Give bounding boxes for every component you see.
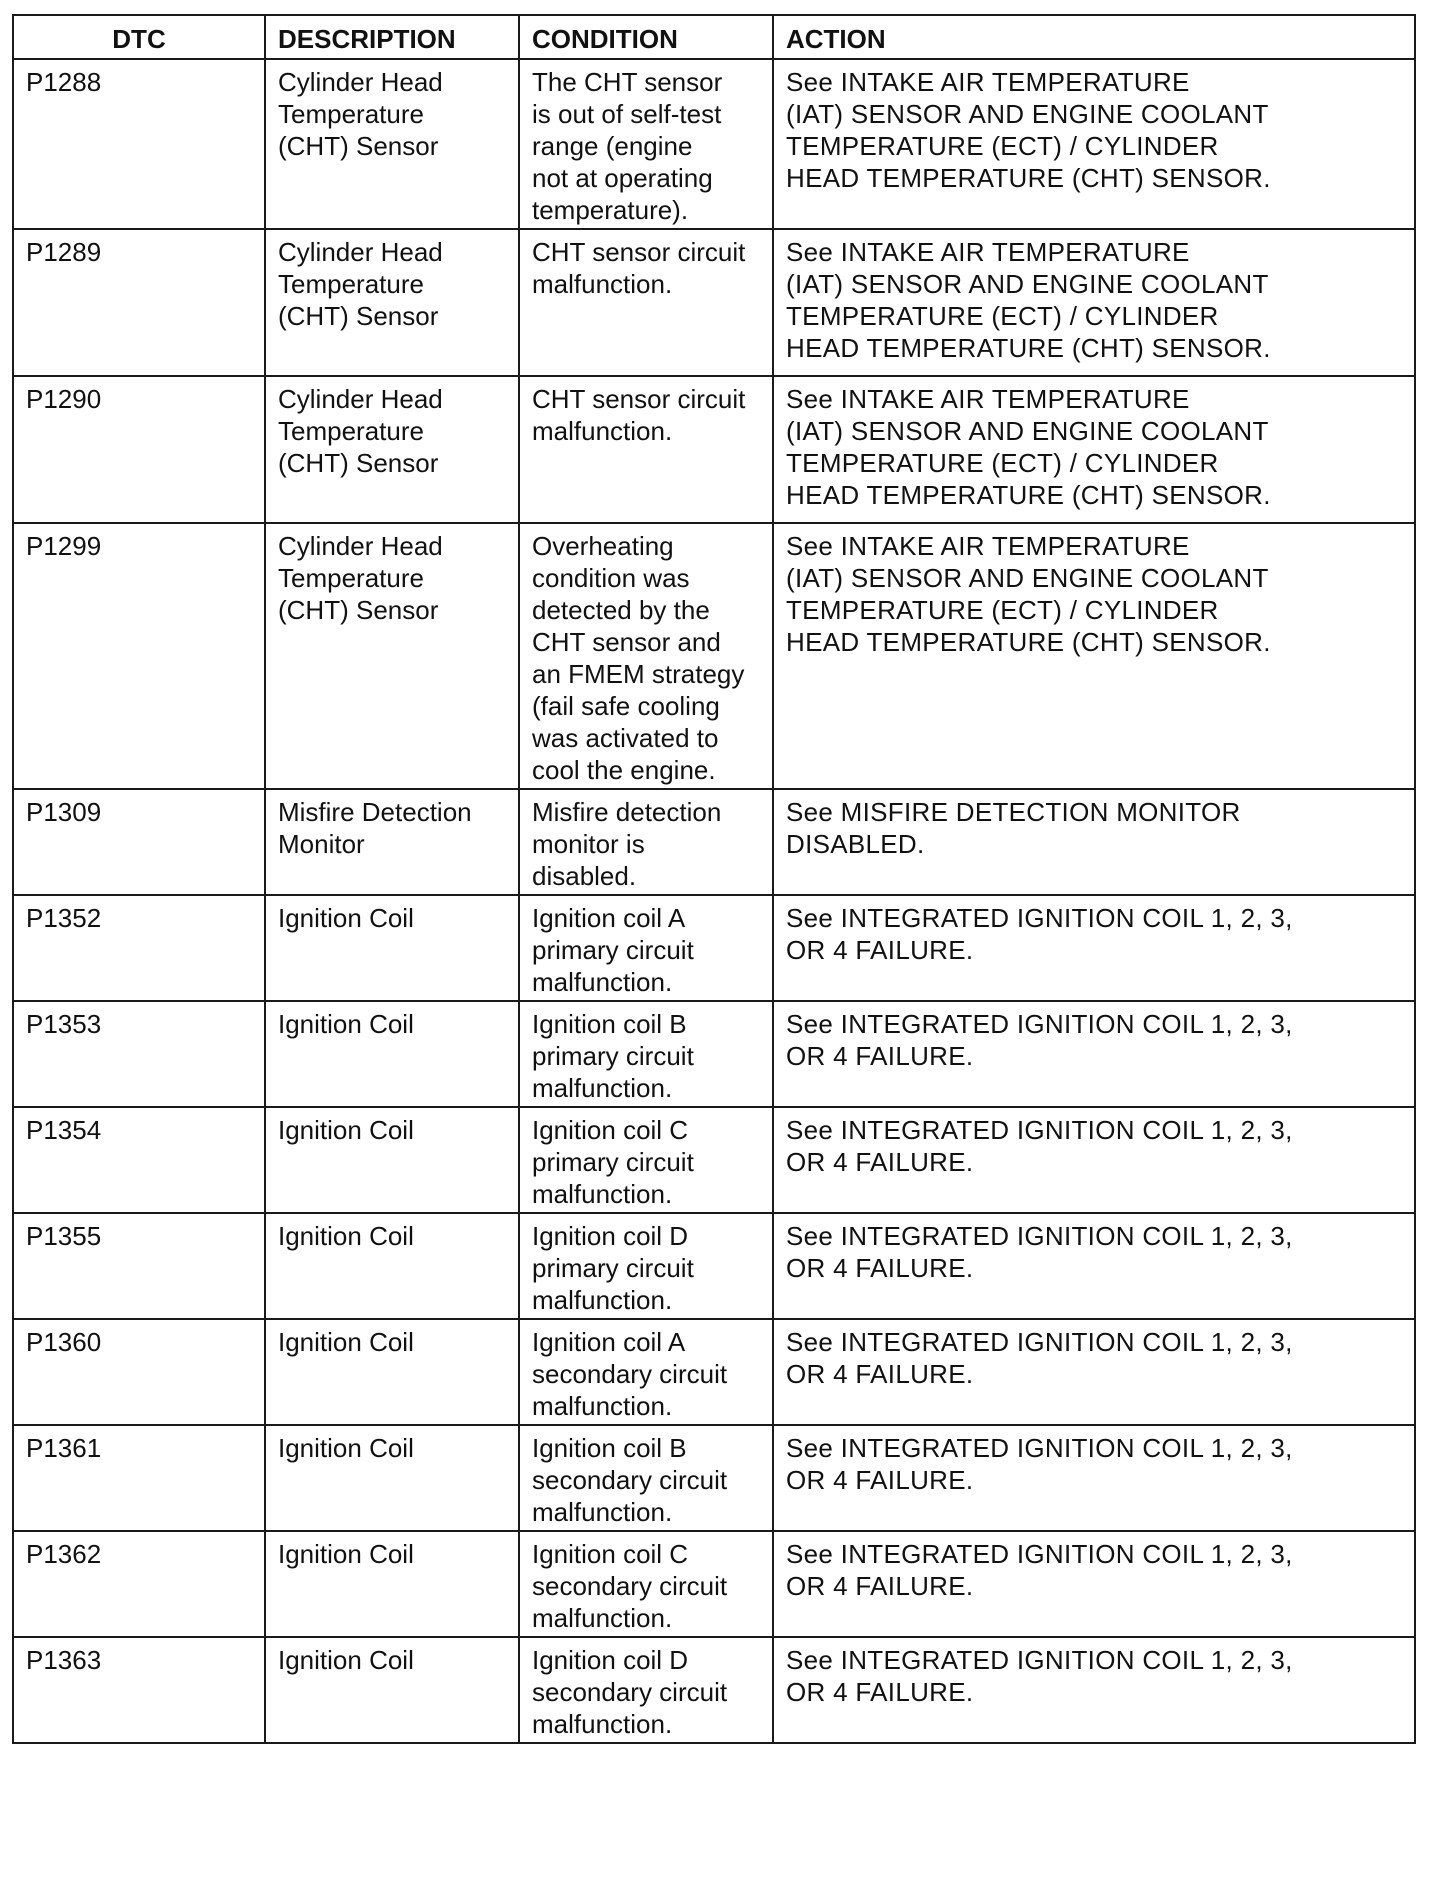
- cell-dtc-text: P1290: [26, 384, 102, 414]
- cell-action-text: See INTAKE AIR TEMPERATURE (IAT) SENSOR AND ENGINE COOLANT TEMPERATURE (ECT) / CYLINDER HEAD TEMPERATURE (CHT) SENSOR.: [786, 237, 1271, 363]
- cell-description-text: Ignition Coil: [278, 1327, 414, 1357]
- cell-description: [265, 1637, 519, 1743]
- table-row: [13, 1213, 1415, 1319]
- cell-action-text: See INTEGRATED IGNITION COIL 1, 2, 3, OR 4 FAILURE.: [786, 1221, 1293, 1283]
- cell-description: [265, 895, 519, 1001]
- cell-description-text: Ignition Coil: [278, 1009, 414, 1039]
- cell-condition-text: CHT sensor circuit malfunction.: [532, 384, 746, 446]
- cell-action: [773, 1425, 1415, 1531]
- cell-dtc: [13, 229, 265, 376]
- cell-condition: [519, 1001, 773, 1107]
- cell-description-text: Cylinder Head Temperature (CHT) Sensor: [278, 384, 443, 478]
- header-condition: CONDITION: [519, 15, 773, 59]
- cell-dtc-text: P1354: [26, 1115, 102, 1145]
- table-row: [13, 59, 1415, 229]
- cell-condition: [519, 789, 773, 895]
- header-action: ACTION: [773, 15, 1415, 59]
- cell-dtc: [13, 895, 265, 1001]
- table-row: [13, 376, 1415, 523]
- cell-condition: [519, 1107, 773, 1213]
- cell-dtc: [13, 523, 265, 789]
- cell-condition-text: Overheating condition was detected by the CHT sensor and an FMEM strategy (fail safe cooling was activated to cool the engine.: [532, 531, 745, 785]
- cell-dtc-text: P1352: [26, 903, 102, 933]
- cell-dtc: [13, 1531, 265, 1637]
- table-row: [13, 1531, 1415, 1637]
- cell-description: [265, 1531, 519, 1637]
- cell-condition-text: CHT sensor circuit malfunction.: [532, 237, 746, 299]
- cell-action: [773, 376, 1415, 523]
- cell-condition: [519, 376, 773, 523]
- cell-condition: [519, 229, 773, 376]
- cell-dtc-text: P1360: [26, 1327, 102, 1357]
- cell-dtc: [13, 1637, 265, 1743]
- table-header-row: [13, 15, 1415, 59]
- cell-condition-text: Ignition coil A primary circuit malfunction.: [532, 903, 694, 997]
- cell-action-text: See INTEGRATED IGNITION COIL 1, 2, 3, OR 4 FAILURE.: [786, 1539, 1293, 1601]
- cell-description-text: Misfire Detection Monitor: [278, 797, 472, 859]
- cell-description-text: Ignition Coil: [278, 1539, 414, 1569]
- table-row: [13, 1001, 1415, 1107]
- table-body: [13, 59, 1415, 1743]
- cell-condition: [519, 895, 773, 1001]
- cell-description: [265, 1107, 519, 1213]
- cell-action: [773, 229, 1415, 376]
- cell-condition: [519, 1637, 773, 1743]
- cell-description: [265, 1319, 519, 1425]
- table-row: [13, 1425, 1415, 1531]
- table-row: [13, 1319, 1415, 1425]
- cell-condition-text: Misfire detection monitor is disabled.: [532, 797, 722, 891]
- cell-dtc-text: P1299: [26, 531, 102, 561]
- cell-action-text: See MISFIRE DETECTION MONITOR DISABLED.: [786, 797, 1241, 859]
- cell-description: [265, 376, 519, 523]
- table-row: [13, 1637, 1415, 1743]
- table-row: [13, 789, 1415, 895]
- header-description: DESCRIPTION: [265, 15, 519, 59]
- cell-dtc: [13, 1001, 265, 1107]
- cell-action: [773, 895, 1415, 1001]
- cell-condition: [519, 1213, 773, 1319]
- cell-dtc-text: P1289: [26, 237, 102, 267]
- header-dtc: DTC: [13, 15, 265, 59]
- cell-dtc: [13, 59, 265, 229]
- cell-condition: [519, 523, 773, 789]
- cell-action: [773, 59, 1415, 229]
- cell-dtc-text: P1362: [26, 1539, 102, 1569]
- cell-condition: [519, 59, 773, 229]
- table-row: [13, 1107, 1415, 1213]
- cell-description-text: Ignition Coil: [278, 1433, 414, 1463]
- cell-dtc-text: P1353: [26, 1009, 102, 1039]
- cell-dtc: [13, 1425, 265, 1531]
- cell-action-text: See INTAKE AIR TEMPERATURE (IAT) SENSOR AND ENGINE COOLANT TEMPERATURE (ECT) / CYLINDER HEAD TEMPERATURE (CHT) SENSOR.: [786, 384, 1271, 510]
- cell-condition: [519, 1319, 773, 1425]
- cell-condition-text: Ignition coil C secondary circuit malfunction.: [532, 1539, 728, 1633]
- cell-description-text: Cylinder Head Temperature (CHT) Sensor: [278, 531, 443, 625]
- cell-action: [773, 1107, 1415, 1213]
- table-row: [13, 523, 1415, 789]
- cell-action: [773, 1213, 1415, 1319]
- cell-condition-text: Ignition coil B primary circuit malfunction.: [532, 1009, 694, 1103]
- cell-condition-text: Ignition coil D primary circuit malfunction.: [532, 1221, 694, 1315]
- cell-description: [265, 789, 519, 895]
- cell-description-text: Cylinder Head Temperature (CHT) Sensor: [278, 237, 443, 331]
- cell-condition-text: Ignition coil D secondary circuit malfunction.: [532, 1645, 728, 1739]
- cell-dtc: [13, 1319, 265, 1425]
- cell-dtc-text: P1361: [26, 1433, 102, 1463]
- cell-dtc: [13, 376, 265, 523]
- cell-condition-text: The CHT sensor is out of self-test range (engine not at operating temperature).: [532, 67, 723, 225]
- cell-description: [265, 59, 519, 229]
- cell-condition-text: Ignition coil A secondary circuit malfunction.: [532, 1327, 728, 1421]
- cell-action-text: See INTEGRATED IGNITION COIL 1, 2, 3, OR 4 FAILURE.: [786, 1327, 1293, 1389]
- cell-action-text: See INTEGRATED IGNITION COIL 1, 2, 3, OR 4 FAILURE.: [786, 1115, 1293, 1177]
- cell-action: [773, 789, 1415, 895]
- cell-action: [773, 523, 1415, 789]
- cell-description-text: Ignition Coil: [278, 1645, 414, 1675]
- cell-description: [265, 1001, 519, 1107]
- cell-dtc: [13, 789, 265, 895]
- cell-description: [265, 1213, 519, 1319]
- cell-condition-text: Ignition coil C primary circuit malfunction.: [532, 1115, 694, 1209]
- cell-dtc-text: P1288: [26, 67, 102, 97]
- cell-description-text: Ignition Coil: [278, 1115, 414, 1145]
- cell-description-text: Ignition Coil: [278, 903, 414, 933]
- cell-description-text: Cylinder Head Temperature (CHT) Sensor: [278, 67, 443, 161]
- table-row: [13, 895, 1415, 1001]
- cell-action-text: See INTEGRATED IGNITION COIL 1, 2, 3, OR 4 FAILURE.: [786, 1645, 1293, 1707]
- cell-dtc-text: P1309: [26, 797, 102, 827]
- cell-action-text: See INTEGRATED IGNITION COIL 1, 2, 3, OR 4 FAILURE.: [786, 903, 1293, 965]
- cell-condition: [519, 1425, 773, 1531]
- cell-dtc: [13, 1107, 265, 1213]
- cell-description: [265, 1425, 519, 1531]
- cell-condition: [519, 1531, 773, 1637]
- cell-condition-text: Ignition coil B secondary circuit malfunction.: [532, 1433, 728, 1527]
- cell-action: [773, 1319, 1415, 1425]
- cell-description: [265, 523, 519, 789]
- cell-action: [773, 1637, 1415, 1743]
- cell-action: [773, 1531, 1415, 1637]
- cell-description-text: Ignition Coil: [278, 1221, 414, 1251]
- cell-dtc-text: P1363: [26, 1645, 102, 1675]
- cell-dtc-text: P1355: [26, 1221, 102, 1251]
- cell-action-text: See INTEGRATED IGNITION COIL 1, 2, 3, OR 4 FAILURE.: [786, 1009, 1293, 1071]
- cell-action-text: See INTAKE AIR TEMPERATURE (IAT) SENSOR AND ENGINE COOLANT TEMPERATURE (ECT) / CYLINDER HEAD TEMPERATURE (CHT) SENSOR.: [786, 67, 1271, 193]
- cell-action-text: See INTEGRATED IGNITION COIL 1, 2, 3, OR 4 FAILURE.: [786, 1433, 1293, 1495]
- table-row: [13, 229, 1415, 376]
- cell-action-text: See INTAKE AIR TEMPERATURE (IAT) SENSOR AND ENGINE COOLANT TEMPERATURE (ECT) / CYLINDER HEAD TEMPERATURE (CHT) SENSOR.: [786, 531, 1271, 657]
- dtc-table: [12, 14, 1416, 1744]
- cell-dtc: [13, 1213, 265, 1319]
- cell-action: [773, 1001, 1415, 1107]
- cell-description: [265, 229, 519, 376]
